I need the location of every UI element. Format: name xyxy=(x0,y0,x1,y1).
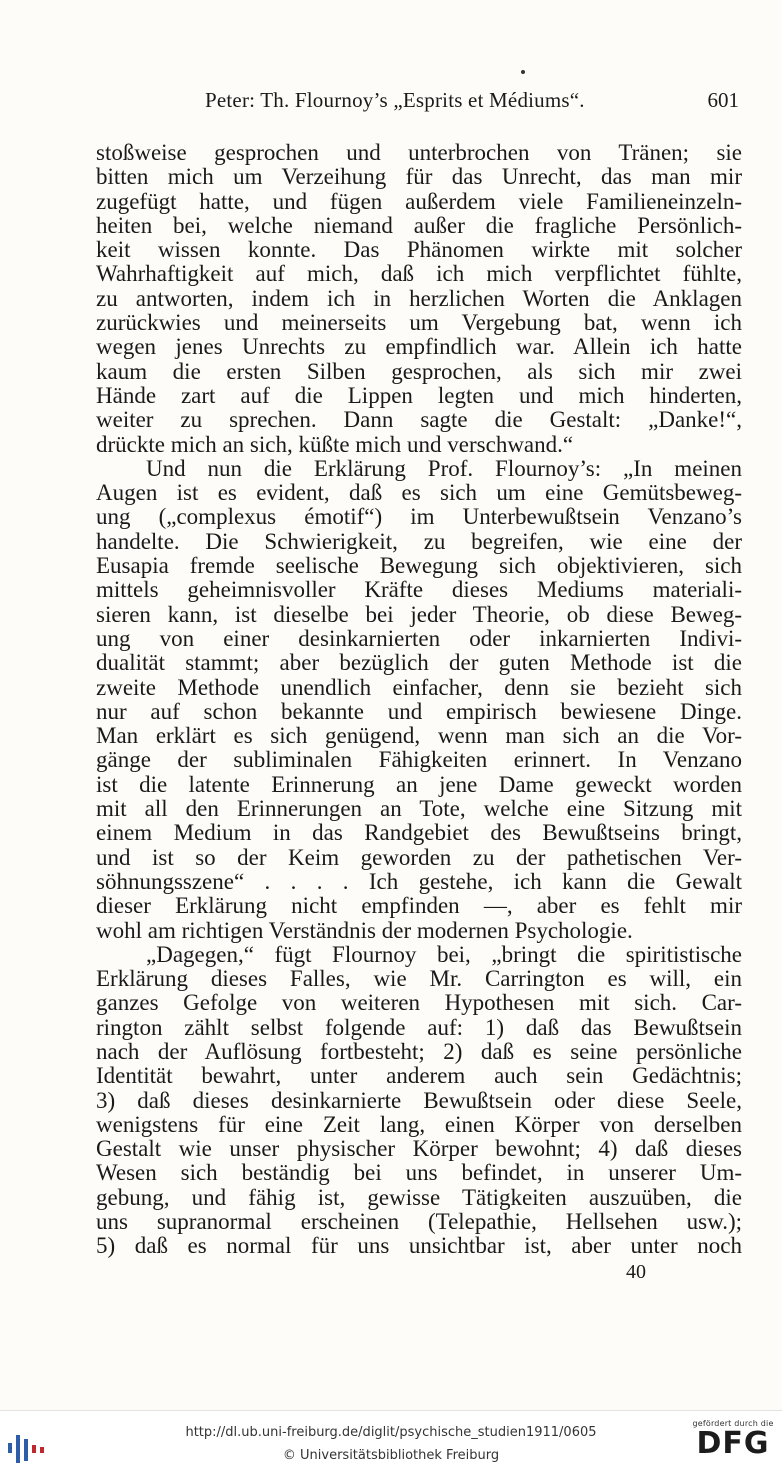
text-line: wegen jenes Unrechts zu empfindlich war. Allein ich hatte xyxy=(96,335,742,360)
text-line: Gestalt wie unser physischer Körper bewohnt; 4) daß dieses xyxy=(96,1137,742,1162)
text-line: Augen ist es evident, daß es sich um eine Gemütsbeweg- xyxy=(96,481,742,506)
dfg-wordmark: DFG xyxy=(696,1426,770,1461)
text-line: ung („complexus émotif“) im Unterbewußtsein Venzano’s xyxy=(96,505,742,530)
text-line: wenigstens für eine Zeit lang, einen Körper von derselben xyxy=(96,1112,742,1137)
text-line: heiten bei, welche niemand außer die fragliche Persönlich- xyxy=(96,213,742,238)
text-line: Und nun die Erklärung Prof. Flournoy’s: „In meinen xyxy=(146,456,742,481)
dfg-logo xyxy=(688,1419,778,1469)
text-line: kaum die ersten Silben gesprochen, als sich mir zwei xyxy=(96,359,742,384)
text-line: handelte. Die Schwierigkeit, zu begreifen, wie eine der xyxy=(96,529,742,554)
text-line: bitten mich um Verzeihung für das Unrecht, das man mir xyxy=(96,165,742,190)
text-line: uns supranormal erscheinen (Telepathie, Hellsehen usw.); xyxy=(96,1210,742,1235)
text-line: 3) daß dieses desinkarnierte Bewußtsein oder diese Seele, xyxy=(96,1088,742,1113)
text-line: ung von einer desinkarnierten oder inkarnierten Indivi- xyxy=(96,626,742,651)
text-line: keit wissen konnte. Das Phänomen wirkte mit solcher xyxy=(96,238,742,263)
text-line: dieser Erklärung nicht empfinden —, aber es fehlt mir xyxy=(96,894,742,919)
text-line: Wahrhaftigkeit auf mich, daß ich mich verpflichtet fühlte, xyxy=(96,262,742,287)
signature-mark: 40 xyxy=(626,1261,646,1283)
text-line: stoßweise gesprochen und unterbrochen von Tränen; sie xyxy=(96,141,742,165)
page-header xyxy=(205,88,745,118)
text-line: weiter zu sprechen. Dann sagte die Gestalt: „Danke!“, xyxy=(96,408,742,433)
text-line: Erklärung dieses Falles, wie Mr. Carrington es will, ein xyxy=(96,967,742,992)
text-line: einem Medium in das Randgebiet des Bewußtseins bringt, xyxy=(96,821,742,846)
text-line: zweite Methode unendlich einfacher, denn sie bezieht sich xyxy=(96,675,742,700)
text-line: 5) daß es normal für uns unsichtbar ist, aber unter noch xyxy=(96,1234,742,1259)
text-line: Wesen sich beständig bei uns befindet, in unserer Um- xyxy=(96,1161,742,1186)
body-text xyxy=(96,141,742,1259)
text-line: ganzes Gefolge von weiteren Hypothesen mit sich. Car- xyxy=(96,991,742,1016)
running-title: Peter: Th. Flournoy’s „Esprits et Médiums“. xyxy=(205,88,585,112)
text-line: drückte mich an sich, küßte mich und verschwand.“ xyxy=(96,432,574,457)
text-line: dualität stammt; aber bezüglich der guten Methode ist die xyxy=(96,651,742,676)
text-line: nach der Auflösung fortbesteht; 2) daß es seine persönliche xyxy=(96,1039,742,1064)
text-line: nur auf schon bekannte und empirisch bewiesene Dinge. xyxy=(96,699,742,724)
text-line: „Dagegen,“ fügt Flournoy bei, „bringt die spiritistische xyxy=(146,942,742,967)
text-line: sieren kann, ist dieselbe bei jeder Theorie, ob diese Beweg- xyxy=(96,602,742,627)
text-line: Eusapia fremde seelische Bewegung sich objektivieren, sich xyxy=(96,554,742,579)
text-line: wohl am richtigen Verständnis der modernen Psychologie. xyxy=(96,918,633,943)
text-line: rington zählt selbst folgende auf: 1) daß das Bewußtsein xyxy=(96,1015,742,1040)
text-line: gänge der subliminalen Fähigkeiten erinnert. In Venzano xyxy=(96,748,742,773)
dfg-caption: gefördert durch die xyxy=(692,1419,774,1428)
text-line: Hände zart auf die Lippen legten und mich hinderten, xyxy=(96,383,742,408)
source-url-link[interactable]: http://dl.ub.uni-freiburg.de/diglit/psychische_studien1911/0605 xyxy=(185,1425,597,1440)
text-line: zurückwies und meinerseits um Vergebung bat, wenn ich xyxy=(96,311,742,336)
text-line: söhnungsszene“ . . . . Ich gestehe, ich kann die Gewalt xyxy=(96,869,742,894)
copyright-text: © Universitätsbibliothek Freiburg xyxy=(282,1448,500,1463)
speck-mark xyxy=(521,70,525,74)
page-number: 601 xyxy=(707,88,739,112)
viewer-footer xyxy=(0,1410,782,1470)
text-line: Identität bewahrt, unter anderem auch sein Gedächtnis; xyxy=(96,1064,742,1089)
text-line: mittels geheimnisvoller Kräfte dieses Mediums materiali- xyxy=(96,578,742,603)
text-line: zu antworten, indem ich in herzlichen Worten die Anklagen xyxy=(96,286,742,311)
text-line: Man erklärt es sich genügend, wenn man sich an die Vor- xyxy=(96,724,742,749)
text-line: ist die latente Erinnerung an jene Dame geweckt worden xyxy=(96,772,742,797)
text-line: gebung, und fähig ist, gewisse Tätigkeiten auszuüben, die xyxy=(96,1185,742,1210)
text-line: mit all den Erinnerungen an Tote, welche eine Sitzung mit xyxy=(96,797,742,822)
text-line: und ist so der Keim geworden zu der pathetischen Ver- xyxy=(96,845,742,870)
text-line: zugefügt hatte, und fügen außerdem viele Familieneinzeln- xyxy=(96,189,742,214)
